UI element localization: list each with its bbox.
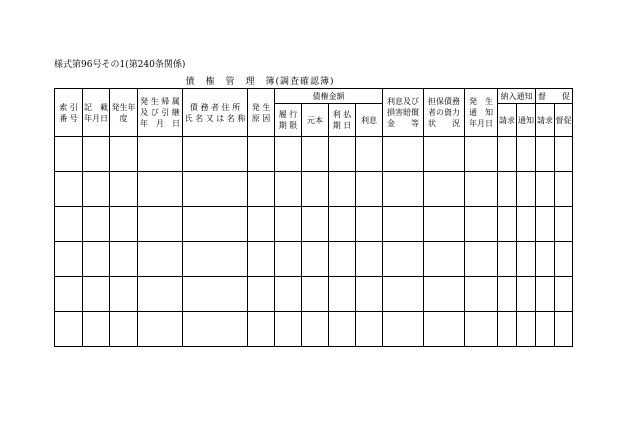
table-row [55, 242, 573, 277]
ledger-cell [302, 242, 329, 277]
ledger-cell [329, 172, 356, 207]
ledger-cell [383, 207, 424, 242]
ledger-cell [55, 137, 83, 172]
ledger-cell [536, 312, 555, 347]
ledger-cell [555, 277, 573, 312]
ledger-cell [356, 277, 383, 312]
ledger-cell [302, 312, 329, 347]
header-interest: 利息 [356, 104, 383, 137]
header-principal: 元本 [302, 104, 329, 137]
ledger-cell [183, 207, 248, 242]
header-claim-amount: 債権金額 [275, 89, 383, 104]
ledger-cell [329, 242, 356, 277]
ledger-cell [183, 137, 248, 172]
ledger-cell [302, 277, 329, 312]
ledger-cell [498, 242, 517, 277]
ledger-cell [138, 312, 183, 347]
ledger-cell [83, 172, 110, 207]
ledger-cell [55, 172, 83, 207]
ledger-cell [424, 312, 465, 347]
header-dm-demand: 督促 [555, 104, 573, 137]
ledger-cell [536, 242, 555, 277]
ledger-cell [424, 242, 465, 277]
ledger-cell [498, 172, 517, 207]
header-interest-due: 利 払 期 日 [329, 104, 356, 137]
ledger-cell [465, 242, 498, 277]
ledger-cell [465, 137, 498, 172]
ledger-cell [110, 172, 138, 207]
ledger-cell [55, 277, 83, 312]
ledger-cell [275, 242, 302, 277]
ledger-cell [465, 277, 498, 312]
ledger-cell [329, 207, 356, 242]
header-cause: 発 生 原 因 [248, 89, 275, 137]
ledger-cell [275, 172, 302, 207]
ledger-cell [536, 207, 555, 242]
ledger-cell [275, 312, 302, 347]
form-label: 様式第96号その1(第240条関係) [54, 60, 186, 70]
ledger-cell [517, 172, 536, 207]
header-entry-date: 記 載 年月日 [83, 89, 110, 137]
ledger-cell [329, 312, 356, 347]
ledger-cell [465, 172, 498, 207]
ledger-cell [183, 172, 248, 207]
ledger-cell [83, 242, 110, 277]
ledger-cell [110, 312, 138, 347]
ledger-cell [555, 312, 573, 347]
ledger-cell [248, 172, 275, 207]
ledger-cell [138, 242, 183, 277]
ledger-cell [356, 137, 383, 172]
ledger-cell [517, 312, 536, 347]
ledger-cell [83, 137, 110, 172]
ledger-cell [517, 207, 536, 242]
ledger-cell [275, 137, 302, 172]
table-row [55, 172, 573, 207]
ledger-cell [465, 207, 498, 242]
ledger-cell [248, 277, 275, 312]
ledger-cell [383, 242, 424, 277]
ledger-cell [536, 172, 555, 207]
ledger-cell [555, 207, 573, 242]
ledger-cell [110, 277, 138, 312]
ledger-cell [248, 242, 275, 277]
ledger-cell [536, 277, 555, 312]
table-row [55, 312, 573, 347]
table-row [55, 137, 573, 172]
header-pn-request: 請求 [498, 104, 517, 137]
header-dm-request: 請求 [536, 104, 555, 137]
ledger-cell [383, 277, 424, 312]
header-demand: 督 促 [536, 89, 573, 104]
header-debtor: 債 務 者 住 所 氏 名 又 は 名 称 [183, 89, 248, 137]
ledger-cell [383, 172, 424, 207]
ledger-cell [517, 137, 536, 172]
ledger-cell [138, 137, 183, 172]
header-collateral: 担保債務 者の資力 状 況 [424, 89, 465, 137]
header-fiscal-year: 発生年 度 [110, 89, 138, 137]
ledger-cell [55, 242, 83, 277]
ledger-cell [248, 207, 275, 242]
ledger-body [55, 137, 573, 347]
ledger-cell [555, 242, 573, 277]
ledger-cell [302, 172, 329, 207]
title-main: 債 権 管 理 簿 [185, 77, 276, 87]
ledger-cell [356, 172, 383, 207]
ledger-cell [498, 137, 517, 172]
ledger-cell [329, 137, 356, 172]
ledger-cell [424, 207, 465, 242]
ledger-cell [302, 207, 329, 242]
ledger-cell [356, 242, 383, 277]
ledger-cell [110, 207, 138, 242]
header-notice-date: 発 生 通 知 年月日 [465, 89, 498, 137]
ledger-cell [555, 172, 573, 207]
ledger-cell [329, 277, 356, 312]
ledger-cell [83, 207, 110, 242]
ledger-cell [110, 137, 138, 172]
ledger-cell [248, 137, 275, 172]
ledger-cell [536, 137, 555, 172]
ledger-cell [383, 137, 424, 172]
ledger-title [0, 74, 630, 87]
ledger-cell [183, 242, 248, 277]
ledger-cell [83, 277, 110, 312]
ledger-cell [383, 312, 424, 347]
ledger-cell [183, 312, 248, 347]
ledger-cell [138, 172, 183, 207]
ledger-cell [498, 312, 517, 347]
ledger-cell [55, 312, 83, 347]
ledger-cell [55, 207, 83, 242]
ledger-cell [424, 137, 465, 172]
title-sub: (調査確認簿) [275, 77, 335, 87]
ledger-cell [465, 312, 498, 347]
header-index-no: 索 引 番 号 [55, 89, 83, 137]
claim-ledger-table [54, 88, 573, 347]
ledger-cell [517, 277, 536, 312]
ledger-cell [138, 207, 183, 242]
ledger-cell [138, 277, 183, 312]
ledger-cell [183, 277, 248, 312]
ledger-cell [275, 207, 302, 242]
ledger-cell [83, 312, 110, 347]
header-pn-notice: 通知 [517, 104, 536, 137]
ledger-cell [498, 207, 517, 242]
ledger-cell [517, 242, 536, 277]
table-row [55, 207, 573, 242]
ledger-cell [555, 137, 573, 172]
table-row [55, 277, 573, 312]
header-damages: 利息及び 損害賠償 金 等 [383, 89, 424, 137]
ledger-cell [424, 172, 465, 207]
ledger-cell [248, 312, 275, 347]
ledger-cell [498, 277, 517, 312]
ledger-cell [110, 242, 138, 277]
ledger-cell [275, 277, 302, 312]
header-origin: 発 生 帰 属 及 び 引 継 年 月 日 [138, 89, 183, 137]
header-due-date: 履 行 期 限 [275, 104, 302, 137]
ledger-cell [302, 137, 329, 172]
ledger-cell [356, 207, 383, 242]
ledger-cell [424, 277, 465, 312]
ledger-cell [356, 312, 383, 347]
header-payment-notice: 納入通知 [498, 89, 536, 104]
